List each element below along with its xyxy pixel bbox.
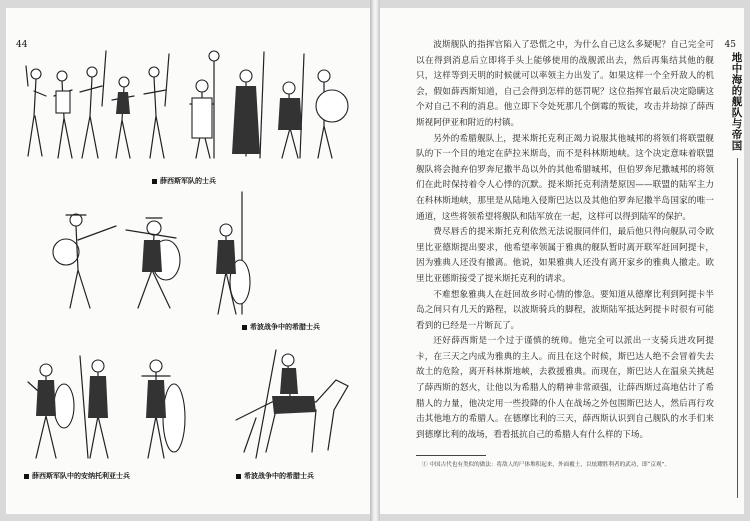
paragraph: 费尽唇舌的提米斯托克利依然无法说服同伴们，最后他只得向舰队司令欧里比亚德斯提出要求，他希望率领属于雅典的舰队暂时离开联军赶回阿提卡，因为雅典人还没有撤离。他说，如果雅典人还没有离开家乡的雅典人撤走。欧里比亚德斯接受了提米斯托克利的请求。 [416,227,714,284]
soldier-figure [142,360,185,458]
paragraph: 还好薛西斯是一个过于谨慎的统帅。他完全可以派出一支骑兵进攻阿提卡，在三天之内成为雅典的主人。而且在这个时候，斯巴达人绝不会冒着失去故土的危险，离开科林斯地峡，去救援雅典。而现在，斯巴达人在温泉关挑起了薛西斯的怒火，让他以为希腊人的精神非常顽强，让薛西斯过高地估计了希腊人的力量，他决定用一些投降的仆人在战场之外包围斯巴达人，然后再行攻击其他地方的希腊人。在德摩比利的三天，薛西斯认识到自己舰队的水手们来到德摩比利的战场，看看抵抗自己的希腊人有什么样的下场。 [416,336,714,440]
paragraph: 另外的希腊舰队上，提米斯托克利正竭力说服其他城邦的将领们将联盟舰队的下一个目的地定在萨拉米斯岛，而不是科林斯地峡。这个决定意味着联盟舰队将会抛弃伯罗奔尼撒半岛以外的其他希腊城邦，但伯罗奔尼撒城邦的将领们在此时保持着令人心悸的沉默。提米斯托克利清楚原因——联盟的陆军主力在科林斯地峡，那里是从陆地入侵斯巴达以及其他伯罗奔尼撒半岛国家的唯一通道，这些将领希望将舰队和陆军放在一起，这样可以得到陆军的保护。 [416,133,714,222]
soldier-figure [216,192,250,314]
soldier-figure [80,356,108,458]
soldier-figure [278,54,304,158]
horseman-figure [236,350,348,458]
soldiers-illustration-2 [46,190,266,325]
footnote-marker: ① [422,462,428,468]
figure-caption-3: 薛西斯军队中的安纳托利亚士兵 [24,471,130,481]
soldier-figure [28,364,74,458]
footnote [422,460,712,468]
soldier-figure [80,51,106,158]
footnote-rule [416,455,486,456]
soldier-figure [190,51,219,158]
figure-caption-4: 希波战争中的希腊士兵 [236,471,314,481]
soldier-figure [112,77,134,158]
running-head: 地中海的舰队与帝国 [731,52,743,152]
soldiers-illustration-3 [18,346,198,466]
soldier-figure [26,66,46,156]
soldier-figure [316,70,348,158]
figure-caption-1: 薛西斯军队的士兵 [152,176,216,186]
soldiers-illustration-1 [24,46,354,166]
running-head-rule [737,158,738,498]
book-gutter [370,0,380,521]
figure-caption-2: 希波战争中的希腊士兵 [242,322,320,332]
paragraph: 波斯舰队的指挥官陷入了恐慌之中，为什么自己这么多疑呢？自己完全可以在得到消息后立即将手头上能够使用的战舰派出去，然后再集结其他的舰只，这样等到天明的时候就可以率领主力出发了。如果这样一个全歼敌人的机会，假如薛西斯知道，自己会得到怎样的惩罚呢？这位指挥官最后决定隐瞒这个对自己不利的消息。他立即下令处死那几个倒霉的叛徒，攻击并劫掠了薛西斯视阿伊亚和附近的村镇。 [416,40,714,128]
right-page [380,8,744,514]
paragraph: 不难想象雅典人在赶回故乡时心情的惨急。要知道从德摩比利到阿提卡半岛之间只有几天的路程，以波斯骑兵的脚程，波斯陆军抵达阿提卡时很有可能看到的已经是一片断瓦了。 [416,289,714,331]
footnote-text: 中国古代也有类似的做法：将敌人的尸体堆积起来，外面覆土，以炫耀胜利者的武功，即“京观”。 [429,462,671,468]
soldier-figure [144,54,169,158]
soldiers-illustration-4 [216,340,356,460]
soldier-figure [232,52,264,158]
right-page-number: 45 [724,40,736,50]
left-page [6,8,370,514]
soldier-figure [54,71,72,158]
soldier-figure [53,214,116,308]
body-text [416,38,714,443]
soldier-figure [126,218,180,308]
left-page-number: 44 [16,40,28,50]
